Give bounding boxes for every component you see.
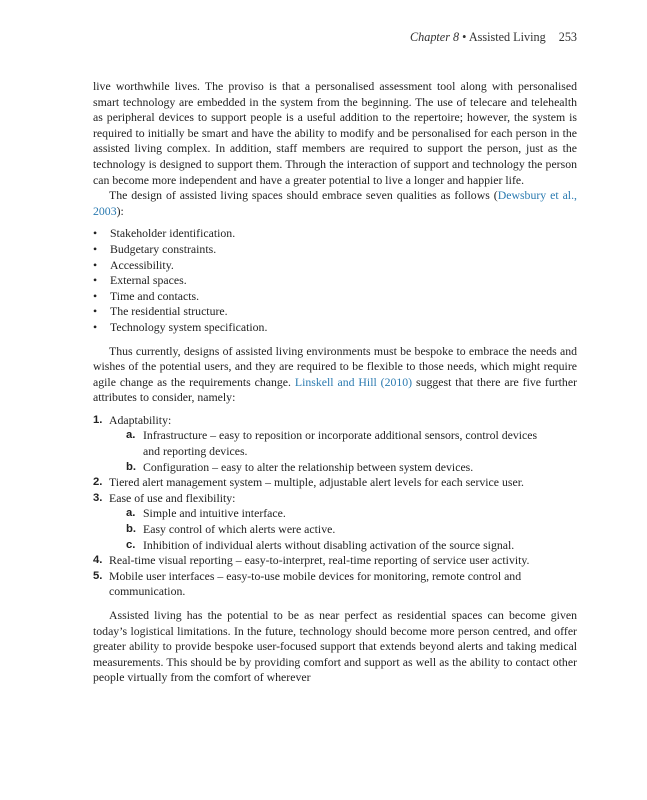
attributes-list	[93, 413, 577, 600]
list-item	[93, 413, 577, 475]
paragraph-3	[93, 344, 577, 406]
list-item: • External spaces.	[93, 273, 577, 289]
item-text: Ease of use and flexibility:	[109, 490, 236, 505]
citation-linskell-hill[interactable]: Linskell and Hill (2010)	[294, 374, 413, 389]
list-item: • Budgetary constraints.	[93, 242, 577, 258]
list-item: • Technology system specification.	[93, 320, 577, 336]
sub-item-text: Infrastructure – easy to reposition or incorporate additional sensors, control devices and reporting devices.	[143, 428, 538, 459]
sub-list-item	[109, 428, 577, 459]
body-text	[93, 79, 577, 686]
sub-list-item	[109, 506, 577, 522]
paragraph-3-text: Thus currently, designs of assisted living environments must be bespoke to embrace the needs and wishes of the potential users, and they are required to be flexible to those needs, which might require agile change as the requirements change.	[93, 343, 577, 389]
item-number: 4.	[93, 554, 103, 567]
item-text: Adaptability:	[109, 412, 172, 427]
paragraph-1: live worthwhile lives. The proviso is that a personalised assessment tool along with personalised smart technology are embedded in the system from the beginning. The use of telecare and telehealth as peripheral devices to support people is a useful addition to the repertoire; however, the system is required to initially be smart and have the ability to modify and be personalised for each person in the assisted living complex. In addition, staff members are required to support the person, just as the technology is designed to support them. Through the interaction of support and technology the person can become more independent and have a greater potential to live a longer and happier life.	[93, 79, 577, 187]
sub-list	[109, 506, 577, 553]
list-item: • The residential structure.	[93, 304, 577, 320]
page-number: 253	[558, 30, 577, 44]
sub-list-item	[109, 538, 577, 554]
sub-list-item	[109, 460, 577, 476]
sub-item-text: Inhibition of individual alerts without disabling activation of the source signal.	[143, 537, 515, 552]
sub-list	[109, 428, 577, 475]
list-item	[93, 475, 577, 491]
list-item: • Stakeholder identification.	[93, 226, 577, 242]
citation-dewsbury[interactable]: Dewsbury et al., 2003	[93, 188, 577, 218]
paragraph-2-tail: ):	[116, 203, 124, 218]
item-letter: a.	[126, 507, 136, 520]
item-text: Real-time visual reporting – easy-to-interpret, real-time reporting of service user activity.	[109, 553, 530, 568]
sub-item-text: Configuration – easy to alter the relationship between system devices.	[143, 459, 474, 474]
list-item: • Time and contacts.	[93, 289, 577, 305]
qualities-list	[93, 226, 577, 335]
paragraph-2	[93, 188, 577, 219]
sub-item-text: Easy control of which alerts were active.	[143, 522, 336, 537]
item-number: 2.	[93, 476, 103, 489]
header-separator: •	[462, 30, 467, 44]
running-header	[410, 30, 577, 45]
section-title: Assisted Living	[468, 30, 546, 44]
item-number: 5.	[93, 569, 103, 582]
item-number: 1.	[93, 413, 103, 426]
item-letter: b.	[126, 460, 137, 473]
item-letter: a.	[126, 429, 136, 442]
item-letter: b.	[126, 523, 137, 536]
paragraph-4: Assisted living has the potential to be as near perfect as residential spaces can become given today’s logistical limitations. In the future, technology should become more person centred, and offer greater ability to provide bespoke user-focused support that extends beyond alerts and taking medical measurements. This should be by providing comfort and support as well as the ability to contact other people virtually from the comfort of wherever	[93, 608, 577, 685]
sub-list-item	[109, 522, 577, 538]
list-item	[93, 569, 577, 600]
paragraph-3-tail: suggest that there are five further attributes to consider, namely:	[93, 374, 577, 405]
item-letter: c.	[126, 538, 136, 551]
paragraph-2-text: The design of assisted living spaces should embrace seven qualities as follows (	[109, 188, 498, 203]
item-number: 3.	[93, 491, 103, 504]
item-text: Tiered alert management system – multiple, adjustable alert levels for each service user.	[109, 475, 524, 490]
item-text: Mobile user interfaces – easy-to-use mobile devices for monitoring, remote control and communication.	[109, 568, 522, 599]
list-item	[93, 553, 577, 569]
list-item: • Accessibility.	[93, 258, 577, 274]
list-item	[93, 491, 577, 553]
sub-item-text: Simple and intuitive interface.	[143, 506, 286, 521]
chapter-label: Chapter 8	[410, 30, 460, 44]
